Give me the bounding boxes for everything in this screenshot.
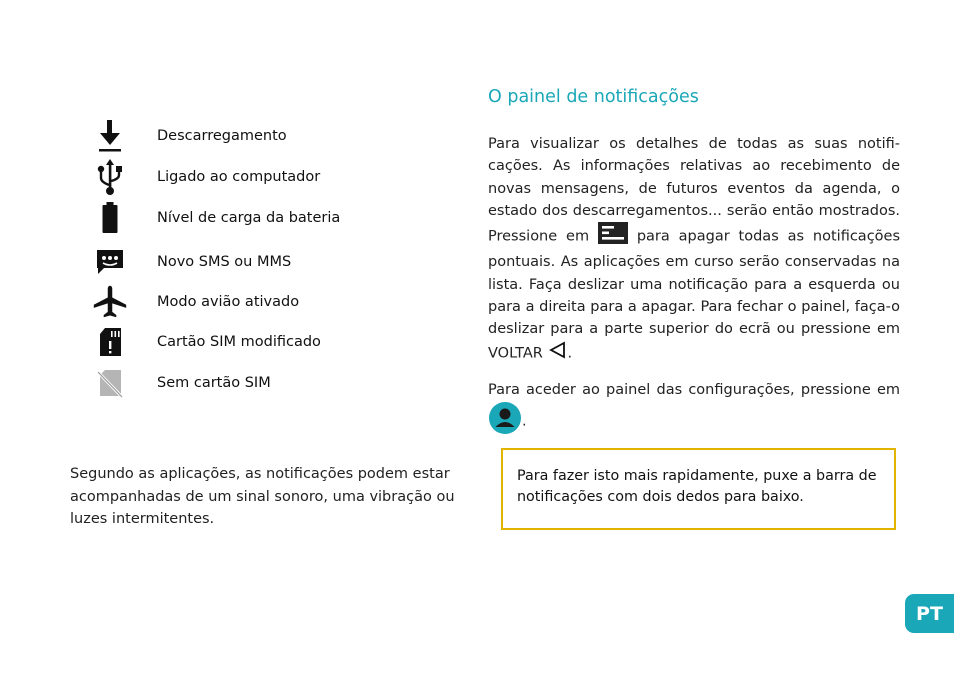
legend-row-sim-changed [92, 323, 321, 361]
legend-row-no-sim [92, 364, 271, 402]
paragraph-text: . [567, 345, 573, 362]
legend-label: Ligado ao computador [157, 169, 321, 185]
paragraph-text: para apagar todas as notificações pontuais. As aplicações em curso serão conservadas na lista. Faça deslizar uma notificação para a esquerda ou para a direita para a apagar. Para fechar o painel, faça-o deslizar para a parte superior do ecrã ou pressione em VOLTAR [488, 228, 901, 362]
clear-notifications-icon [598, 222, 628, 251]
section-title: O painel de notificações [488, 87, 699, 107]
tip-text: Para fazer isto mais rapidamente, puxe a barra de notificações com dois dedos para baixo. [517, 468, 877, 505]
legend-row-airplane [92, 283, 300, 321]
tip-box [501, 448, 896, 530]
paragraph-text: . [522, 413, 527, 430]
legend-label: Cartão SIM modificado [157, 334, 321, 350]
battery-icon [92, 200, 128, 236]
user-settings-icon [488, 401, 522, 442]
sms-icon [92, 244, 128, 280]
legend-row-usb [92, 158, 321, 196]
settings-panel-paragraph [488, 379, 900, 443]
no-sim-icon [92, 365, 128, 401]
language-badge: PT [905, 594, 954, 633]
download-icon [92, 118, 128, 154]
legend-label: Nível de carga da bateria [157, 210, 341, 226]
legend-row-battery [92, 199, 341, 237]
legend-label: Modo avião ativado [157, 294, 300, 310]
paragraph-text: Para aceder ao painel das configurações, pressione em [488, 382, 900, 398]
legend-label: Sem cartão SIM [157, 375, 271, 391]
legend-label: Novo SMS ou MMS [157, 254, 292, 270]
legend-label: Descarregamento [157, 128, 287, 144]
airplane-icon [92, 284, 128, 320]
sim-changed-icon [92, 324, 128, 360]
paragraph-text: Para visualizar os detalhes de todas as suas notifi-cações. As informações relativas ao recebimento de novas mensagens, de futuros eventos da agenda, o estado dos descarregamentos... serão então mostrados. Pressione em [488, 136, 900, 245]
legend-row-download [92, 117, 287, 155]
usb-icon [92, 159, 128, 195]
back-triangle-icon [548, 341, 568, 366]
notification-panel-paragraph [488, 133, 900, 366]
legend-row-sms [92, 243, 292, 281]
notification-alerts-paragraph: Segundo as aplicações, as notificações podem estar acompanhadas de um sinal sonoro, uma vibração ou luzes intermitentes. [70, 466, 455, 527]
